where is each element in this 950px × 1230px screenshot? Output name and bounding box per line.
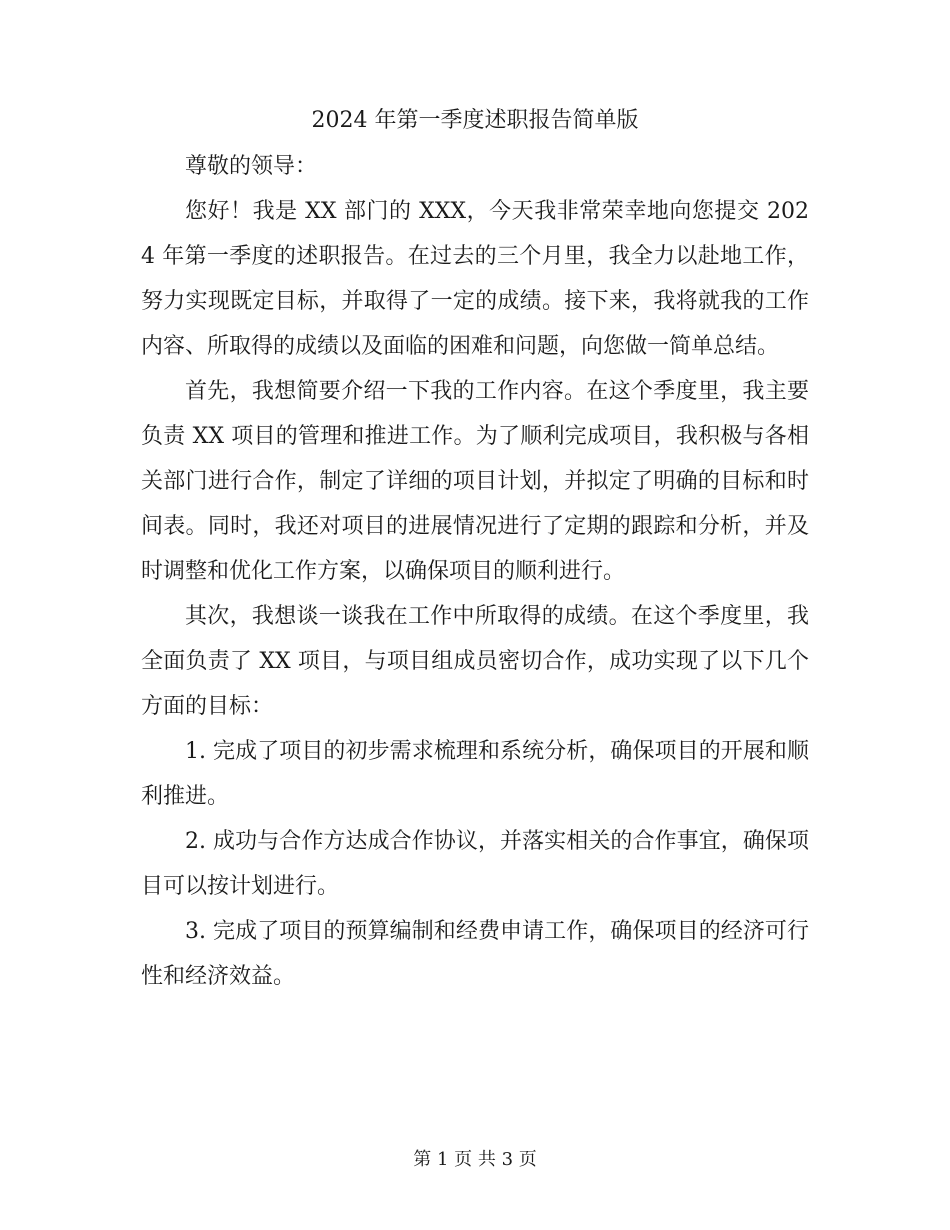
document-title: 2024 年第一季度述职报告简单版 xyxy=(311,108,639,133)
list-item-3: 3. 完成了项目的预算编制和经费申请工作，确保项目的经济可行性和经济效益。 xyxy=(141,919,809,989)
paragraph-achievements: 其次，我想谈一谈我在工作中所取得的成绩。在这个季度里，我全面负责了 XX 项目，与项目组成员密切合作，成功实现了以下几个方面的目标： xyxy=(141,604,809,719)
document-body xyxy=(141,98,809,999)
salutation: 尊敬的领导： xyxy=(185,154,318,179)
page-number: 第 1 页 共 3 页 xyxy=(413,1149,537,1170)
paragraph-intro: 您好！我是 XX 部门的 XXX，今天我非常荣幸地向您提交 2024 年第一季度的述职报告。在过去的三个月里，我全力以赴地工作，努力实现既定目标，并取得了一定的成绩。接下来，我将就我的工作内容、所取得的成绩以及面临的困难和问题，向您做一简单总结。 xyxy=(141,199,809,359)
list-item-2: 2. 成功与合作方达成合作协议，并落实相关的合作事宜，确保项目可以按计划进行。 xyxy=(141,829,809,899)
paragraph-work-content: 首先，我想简要介绍一下我的工作内容。在这个季度里，我主要负责 XX 项目的管理和推进工作。为了顺利完成项目，我积极与各相关部门进行合作，制定了详细的项目计划，并拟定了明确的目标和时间表。同时，我还对项目的进展情况进行了定期的跟踪和分析，并及时调整和优化工作方案，以确保项目的顺利进行。 xyxy=(141,379,809,584)
list-item-1: 1. 完成了项目的初步需求梳理和系统分析，确保项目的开展和顺利推进。 xyxy=(141,739,809,809)
